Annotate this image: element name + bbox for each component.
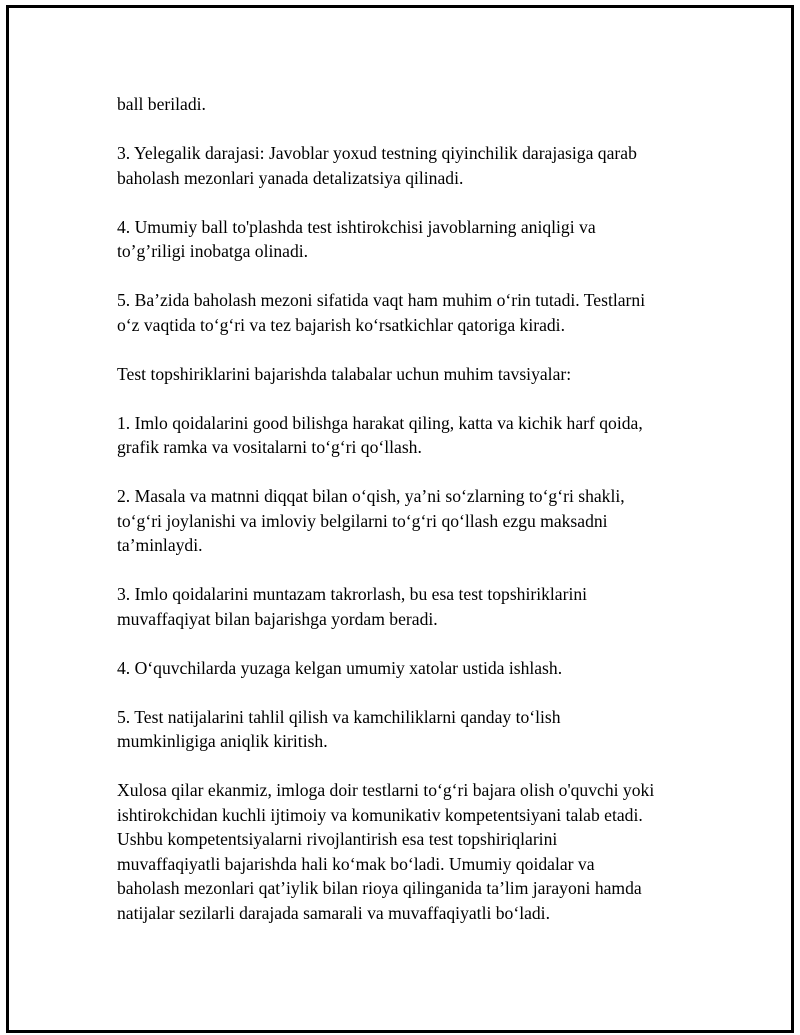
paragraph-criterion-5-time: 5. Ba’zida baholash mezoni sifatida vaqt ham muhim o‘rin tutadi. Testlarni o‘z vaqtida to‘g‘ri va tez bajarish ko‘rsatkichlar qatoriga kiradi. <box>117 290 646 335</box>
recommendation-4: 4. O‘quvchilarda yuzaga kelgan umumiy xatolar ustida ishlash. <box>117 657 563 678</box>
document-body <box>117 92 707 925</box>
paragraph-ball-beriladi: ball beriladi. <box>117 94 206 114</box>
recommendation-3: 3. Imlo qoidalarini muntazam takrorlash, bu esa test topshiriklarini muvaffaqiyat bilan bajarishga yordam beradi. <box>117 584 588 629</box>
paragraph-criterion-3-difficulty: 3. Yelegalik darajasi: Javoblar yoxud testning qiyinchilik darajasiga qarab baholash mezonlari yanada detalizatsiya qilinadi. <box>117 143 637 188</box>
conclusion-paragraph: Xulosa qilar ekanmiz, imloga doir testlarni to‘g‘ri bajara olish o'quvchi yoki ishtirokchidan kuchli ijtimoiy va komunikativ kompetentsiyani talab etadi. Ushbu kompetentsiyalarni rivojlantirish esa test topshiriqlarini muvaffaqiyatli bajarishda hali ko‘mak bo‘ladi. Umumiy qoidalar va baholash mezonlari qat’iylik bilan rioya qilinganida ta’lim jarayoni hamda natijalar sezilarli darajada samarali va muvaffaqiyatli bo‘ladi. <box>117 780 655 923</box>
recommendation-1: 1. Imlo qoidalarini good bilishga harakat qiling, katta va kichik harf qoida, grafik ramka va vositalarni to‘g‘ri qo‘llash. <box>117 412 643 457</box>
paragraph-criterion-4-total-score: 4. Umumiy ball to'plashda test ishtirokchisi javoblarning aniqligi va to’g’riligi inobatga olinadi. <box>117 216 596 261</box>
recommendations-heading: Test topshiriklarini bajarishda talabalar uchun muhim tavsiyalar: <box>117 363 572 384</box>
recommendation-5: 5. Test natijalarini tahlil qilish va kamchiliklarni qanday to‘lish mumkinligiga aniqlik kiritish. <box>117 706 561 751</box>
recommendation-2: 2. Masala va matnni diqqat bilan o‘qish, ya’ni so‘zlarning to‘g‘ri shakli, to‘g‘ri joylanishi va imloviy belgilarni to‘g‘ri qo‘llash ezgu maksadni ta’minlaydi. <box>117 486 625 555</box>
